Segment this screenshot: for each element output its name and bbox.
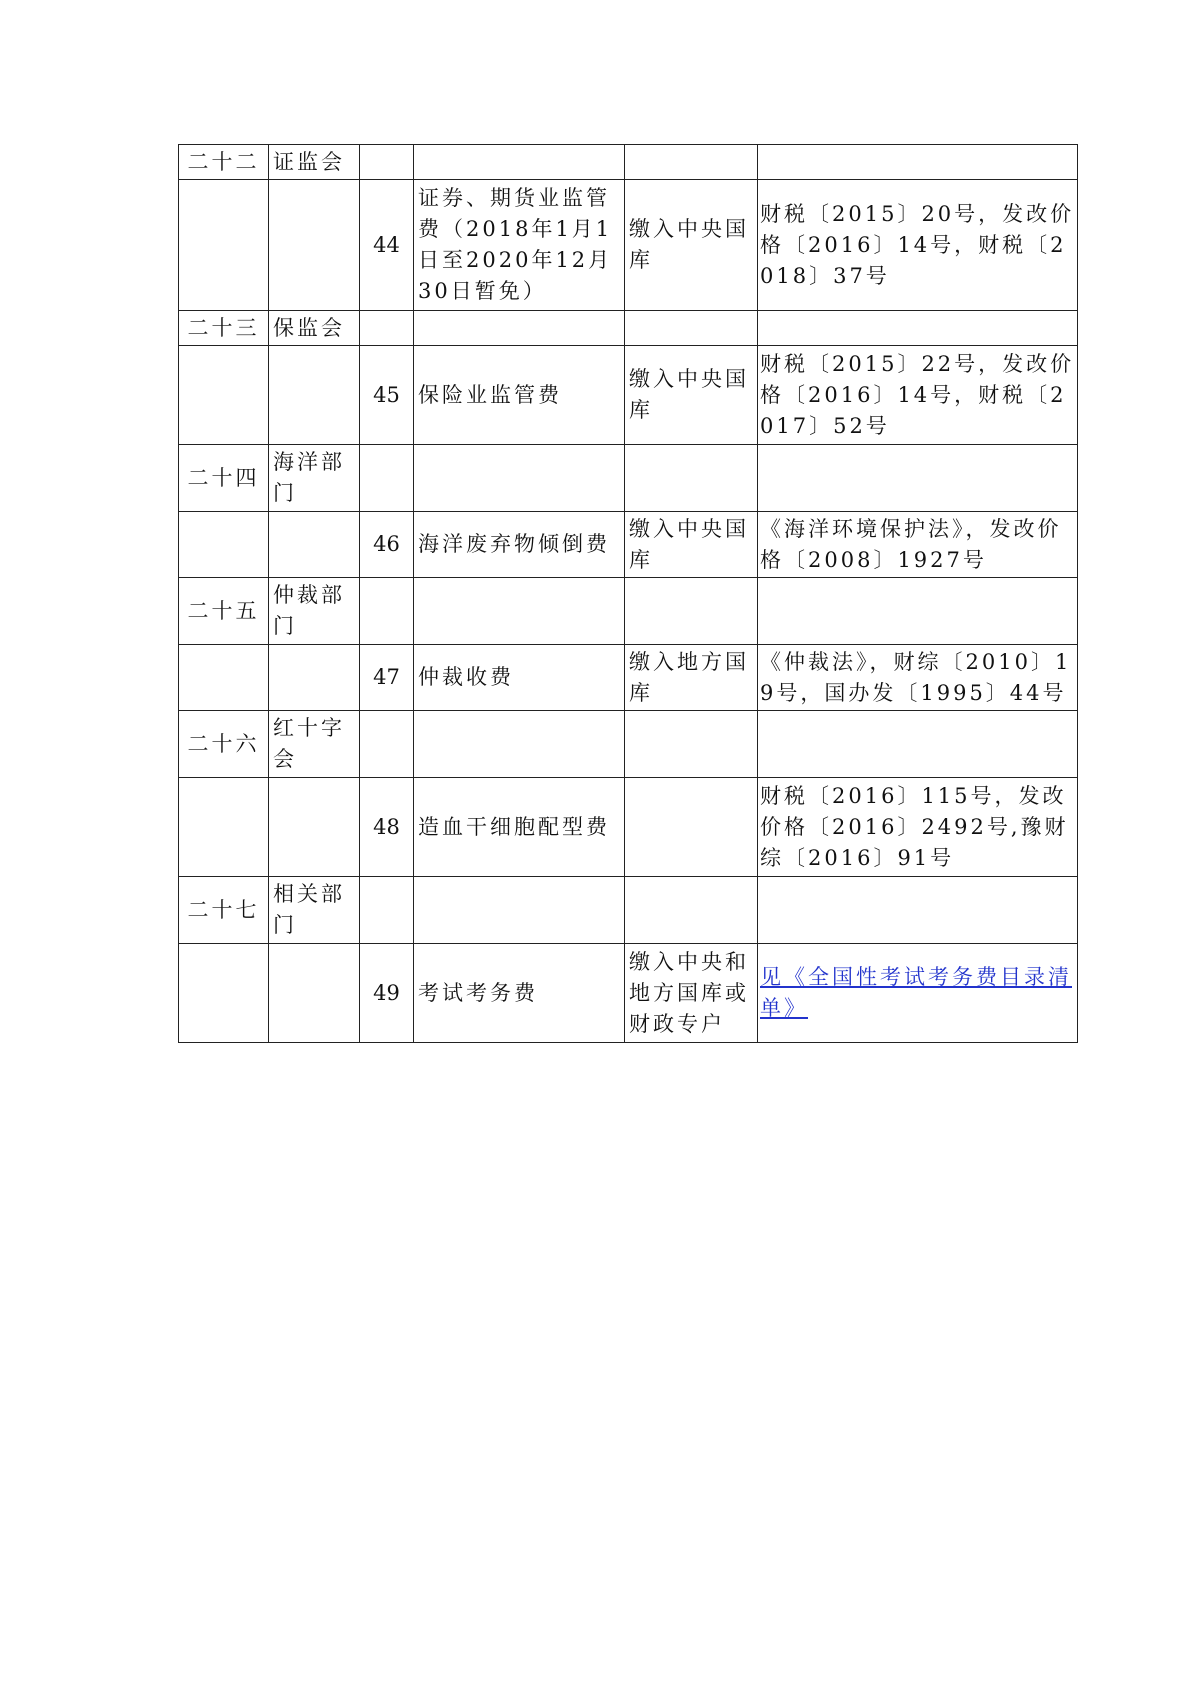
empty-cell [414, 445, 625, 512]
fee-item-row [179, 645, 1078, 711]
empty-cell [360, 311, 414, 346]
empty-cell [758, 145, 1078, 180]
fee-item-row [179, 512, 1078, 578]
empty-cell [414, 578, 625, 645]
item-number: 49 [360, 944, 414, 1043]
empty-cell [360, 445, 414, 512]
category-row [179, 311, 1078, 346]
policy-basis: 财税〔2015〕20号，发改价格〔2016〕14号，财税〔2018〕37号 [758, 180, 1078, 311]
fee-name: 证券、期货业监管费（2018年1月1日至2020年12月30日暂免） [414, 180, 625, 311]
fee-name: 造血干细胞配型费 [414, 778, 625, 877]
empty-cell [360, 145, 414, 180]
empty-cell [179, 778, 269, 877]
category-number: 二十七 [179, 877, 269, 944]
item-number: 48 [360, 778, 414, 877]
policy-basis: 财税〔2016〕115号，发改价格〔2016〕2492号,豫财综〔2016〕91号 [758, 778, 1078, 877]
category-number: 二十四 [179, 445, 269, 512]
category-number: 二十二 [179, 145, 269, 180]
empty-cell [269, 180, 360, 311]
department-name: 相关部门 [269, 877, 360, 944]
empty-cell [758, 445, 1078, 512]
empty-cell [179, 346, 269, 445]
collection-destination [625, 778, 758, 877]
department-name: 证监会 [269, 145, 360, 180]
collection-destination: 缴入中央和地方国库或财政专户 [625, 944, 758, 1043]
empty-cell [269, 645, 360, 711]
fee-item-row [179, 944, 1078, 1043]
empty-cell [179, 512, 269, 578]
department-name: 海洋部门 [269, 445, 360, 512]
empty-cell [269, 512, 360, 578]
policy-basis: 《仲裁法》，财综〔2010〕19号，国办发〔1995〕44号 [758, 645, 1078, 711]
empty-cell [269, 778, 360, 877]
category-row [179, 145, 1078, 180]
item-number: 47 [360, 645, 414, 711]
category-number: 二十五 [179, 578, 269, 645]
empty-cell [414, 711, 625, 778]
department-name: 仲裁部门 [269, 578, 360, 645]
category-row [179, 711, 1078, 778]
empty-cell [360, 578, 414, 645]
empty-cell [758, 711, 1078, 778]
empty-cell [414, 145, 625, 180]
empty-cell [414, 877, 625, 944]
empty-cell [360, 877, 414, 944]
empty-cell [758, 578, 1078, 645]
empty-cell [414, 311, 625, 346]
category-row [179, 877, 1078, 944]
empty-cell [625, 445, 758, 512]
empty-cell [269, 346, 360, 445]
collection-destination: 缴入中央国库 [625, 512, 758, 578]
category-row [179, 578, 1078, 645]
department-name: 红十字会 [269, 711, 360, 778]
empty-cell [179, 180, 269, 311]
empty-cell [758, 311, 1078, 346]
item-number: 46 [360, 512, 414, 578]
empty-cell [625, 877, 758, 944]
fee-name: 仲裁收费 [414, 645, 625, 711]
collection-destination: 缴入中央国库 [625, 180, 758, 311]
empty-cell [625, 311, 758, 346]
empty-cell [625, 145, 758, 180]
category-number: 二十六 [179, 711, 269, 778]
fee-table [178, 144, 1078, 1043]
fee-name: 考试考务费 [414, 944, 625, 1043]
collection-destination: 缴入中央国库 [625, 346, 758, 445]
collection-destination: 缴入地方国库 [625, 645, 758, 711]
category-number: 二十三 [179, 311, 269, 346]
empty-cell [179, 645, 269, 711]
empty-cell [179, 944, 269, 1043]
fee-name: 保险业监管费 [414, 346, 625, 445]
fee-name: 海洋废弃物倾倒费 [414, 512, 625, 578]
empty-cell [758, 877, 1078, 944]
item-number: 44 [360, 180, 414, 311]
fee-item-row [179, 346, 1078, 445]
fee-item-row [179, 180, 1078, 311]
fee-item-row [179, 778, 1078, 877]
department-name: 保监会 [269, 311, 360, 346]
empty-cell [360, 711, 414, 778]
exam-fee-catalog-link[interactable]: 见《全国性考试考务费目录清单》 [760, 965, 1072, 1020]
policy-basis: 财税〔2015〕22号，发改价格〔2016〕14号，财税〔2017〕52号 [758, 346, 1078, 445]
policy-basis: 《海洋环境保护法》，发改价格〔2008〕1927号 [758, 512, 1078, 578]
policy-basis-cell [758, 944, 1078, 1043]
item-number: 45 [360, 346, 414, 445]
category-row [179, 445, 1078, 512]
empty-cell [625, 578, 758, 645]
empty-cell [269, 944, 360, 1043]
empty-cell [625, 711, 758, 778]
